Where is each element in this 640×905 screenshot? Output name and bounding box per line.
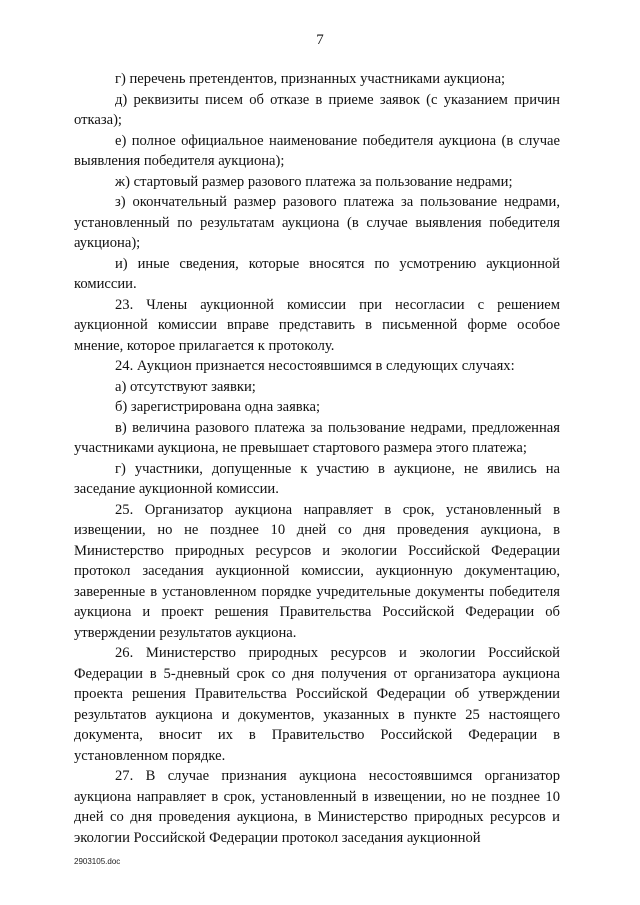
document-body: [74, 69, 560, 848]
paragraph-24-a: а) отсутствуют заявки;: [115, 378, 256, 395]
paragraph-25: 25. Организатор аукциона направляет в срок, установленный в извещении, но не позднее 10 дней со дня проведения аукциона, в Министерство природных ресурсов и экологии Российской Федерации протокол заседания аукционной комиссии, аукционную документацию, заверенные в установленном порядке учредительные документы победителя аукциона и проект решения Правительства Российской Федерации об утверждении результатов аукциона.: [74, 501, 560, 641]
paragraph-24-v: в) величина разового платежа за пользование недрами, предложенная участниками аукциона, не превышает стартового размера этого платежа;: [74, 419, 560, 456]
paragraph-d-rejections: д) реквизиты писем об отказе в приеме заявок (с указанием причин отказа);: [74, 91, 560, 128]
paragraph-z-final-payment: з) окончательный размер разового платежа за пользование недрами, установленный по результатам аукциона (в случае выявления победителя аукциона);: [74, 194, 560, 251]
page-number: 7: [316, 32, 324, 48]
paragraph-24: 24. Аукцион признается несостоявшимся в следующих случаях:: [115, 358, 515, 374]
paragraph-e-winner-name: е) полное официальное наименование победителя аукциона (в случае выявления победителя аукциона);: [74, 132, 560, 169]
paragraph-i-other-info: и) иные сведения, которые вносятся по усмотрению аукционной комиссии.: [74, 255, 560, 292]
footer-file-code: 2903105.doc: [74, 857, 121, 866]
paragraph-24-g: г) участники, допущенные к участию в аукционе, не явились на заседание аукционной комиссии.: [74, 460, 560, 497]
paragraph-24-b: б) зарегистрирована одна заявка;: [115, 399, 321, 415]
paragraph-zh-start-payment: ж) стартовый размер разового платежа за пользование недрами;: [115, 173, 513, 190]
paragraph-g-applicants: г) перечень претендентов, признанных участниками аукциона;: [115, 71, 506, 87]
paragraph-27: 27. В случае признания аукциона несостоявшимся организатор аукциона направляет в срок, установленный в извещении, но не позднее 10 дней со дня проведения аукциона, в Министерство природных ресурсов и экологии Российской Федерации протокол заседания аукционной: [74, 768, 560, 846]
paragraph-26: 26. Министерство природных ресурсов и экологии Российской Федерации в 5-дневный срок со дня получения от организатора аукциона проекта решения Правительства Российской Федерации об утверждении результатов аукциона и документов, указанных в пункте 25 настоящего документа, вносит их в Правительство Российской Федерации в установленном порядке.: [74, 645, 560, 764]
paragraph-23: 23. Члены аукционной комиссии при несогласии с решением аукционной комиссии вправе представить в письменной форме особое мнение, которое прилагается к протоколу.: [74, 296, 560, 354]
